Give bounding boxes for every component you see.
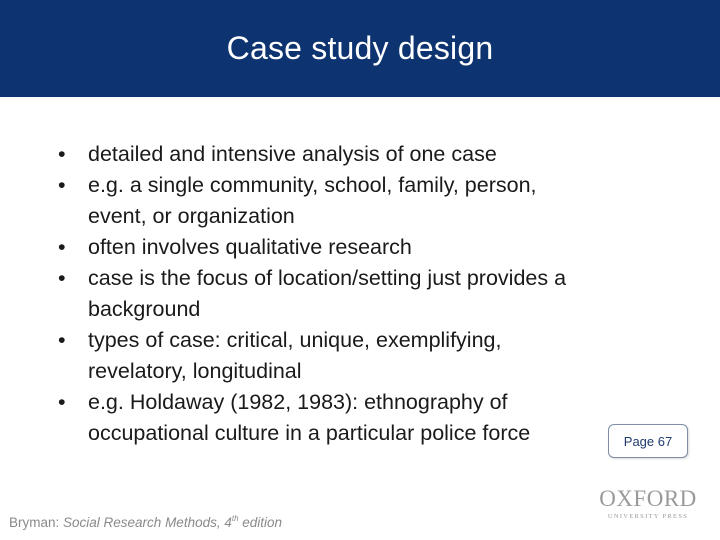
oxford-wordmark: OXFORD <box>599 486 697 511</box>
bullet-text: case is the focus of location/setting just provides a background <box>88 266 567 321</box>
title-bar <box>0 0 720 97</box>
bullet-text: e.g. a single community, school, family, person, event, or organization <box>88 173 537 228</box>
footer-citation <box>9 514 282 530</box>
bullet-text: e.g. Holdaway (1982, 1983): ethnography of occupational culture in a particular police force <box>88 390 531 445</box>
university-press-label: UNIVERSITY PRESS <box>607 513 689 520</box>
bullet-text: types of case: critical, unique, exemplifying, revelatory, longitudinal <box>88 328 502 383</box>
bullet-icon: • <box>58 390 66 414</box>
bullet-icon: • <box>58 142 66 166</box>
bullet-item <box>58 139 658 170</box>
bullet-item <box>58 387 658 449</box>
bullet-icon: • <box>58 328 66 352</box>
bullet-item <box>58 325 658 387</box>
bullet-item <box>58 232 658 263</box>
slide-title: Case study design <box>226 30 494 66</box>
oxford-logo <box>598 487 698 520</box>
bullet-item <box>58 263 658 325</box>
footer-author: Bryman: <box>9 515 64 530</box>
bullet-icon: • <box>58 266 66 290</box>
bullet-list <box>58 139 658 449</box>
bullet-icon: • <box>58 235 66 259</box>
bullet-item <box>58 170 658 232</box>
footer-book-title: Social Research Methods, 4th edition <box>63 514 283 530</box>
bullet-text: often involves qualitative research <box>88 235 412 259</box>
bullet-icon: • <box>58 173 66 197</box>
bullet-text: detailed and intensive analysis of one case <box>88 142 497 166</box>
page-67-button[interactable]: Page 67 <box>608 424 688 458</box>
